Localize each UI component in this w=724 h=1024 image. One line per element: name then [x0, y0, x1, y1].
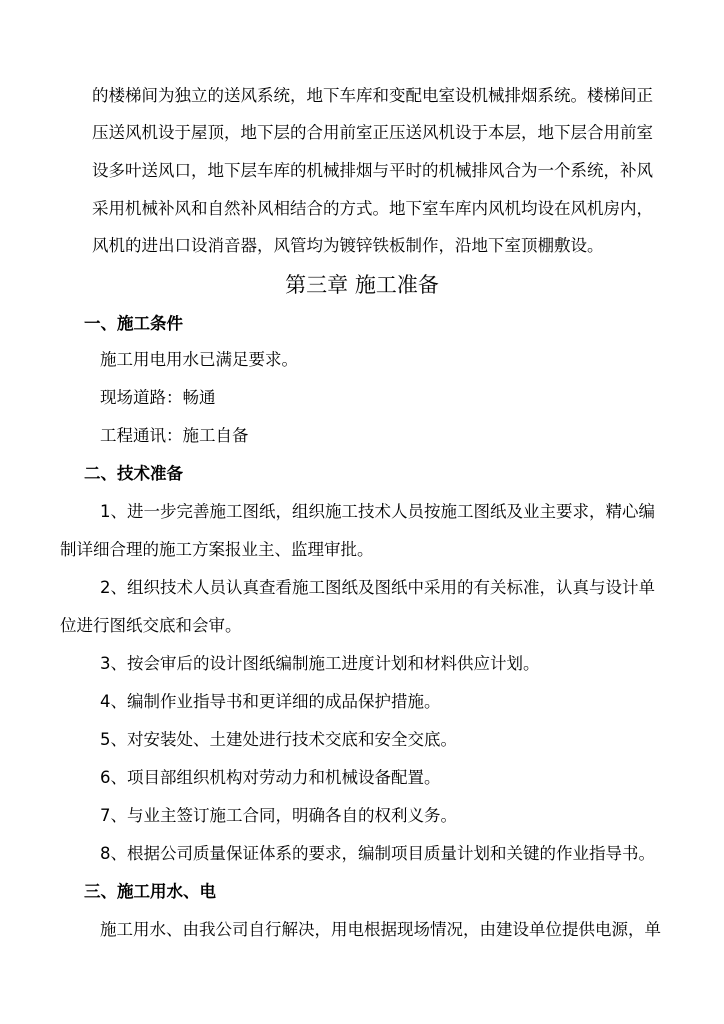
list-item-line: 5、对安装处、土建处进行技术交底和安全交底。 [100, 730, 457, 749]
section-heading: 一、施工条件 [84, 314, 183, 333]
section-heading: 三、施工用水、电 [84, 882, 216, 901]
paragraph-line: 风机的进出口设消音器，风管均为镀锌铁板制作，沿地下室顶棚敷设。 [92, 236, 604, 255]
chapter-title: 第三章 施工准备 [285, 273, 439, 297]
list-item-line: 3、按会审后的设计图纸编制施工进度计划和材料供应计划。 [100, 654, 540, 673]
paragraph-line: 施工用电用水已满足要求。 [100, 350, 298, 369]
list-item-line: 8、根据公司质量保证体系的要求，编制项目质量计划和关键的作业指导书。 [100, 844, 655, 863]
paragraph-line: 现场道路：畅通 [100, 388, 216, 407]
list-item-line: 4、编制作业指导书和更详细的成品保护措施。 [100, 692, 441, 711]
list-item-line: 制详细合理的施工方案报业主、监理审批。 [60, 540, 374, 559]
list-item-line: 7、与业主签订施工合同，明确各自的权利义务。 [100, 806, 457, 825]
paragraph-line: 工程通讯：施工自备 [100, 426, 249, 445]
list-item-line: 6、项目部组织机构对劳动力和机械设备配置。 [100, 768, 441, 787]
section-heading: 二、技术准备 [84, 464, 183, 483]
paragraph-line: 的楼梯间为独立的送风系统，地下车库和变配电室设机械排烟系统。楼梯间正 [92, 86, 653, 105]
paragraph-line: 压送风机设于屋顶，地下层的合用前室正压送风机设于本层，地下层合用前室 [92, 123, 653, 142]
paragraph-line: 施工用水、由我公司自行解决，用电根据现场情况，由建设单位提供电源，单 [100, 920, 661, 939]
paragraph-line: 采用机械补风和自然补风相结合的方式。地下室车库内风机均设在风机房内， [92, 199, 653, 218]
list-item-line: 2、组织技术人员认真查看施工图纸及图纸中采用的有关标准，认真与设计单 [100, 578, 655, 597]
list-item-line: 1、进一步完善施工图纸，组织施工技术人员按施工图纸及业主要求，精心编 [100, 502, 655, 521]
list-item-line: 位进行图纸交底和会审。 [60, 616, 242, 635]
paragraph-line: 设多叶送风口，地下层车库的机械排烟与平时的机械排风合为一个系统，补风 [92, 161, 653, 180]
